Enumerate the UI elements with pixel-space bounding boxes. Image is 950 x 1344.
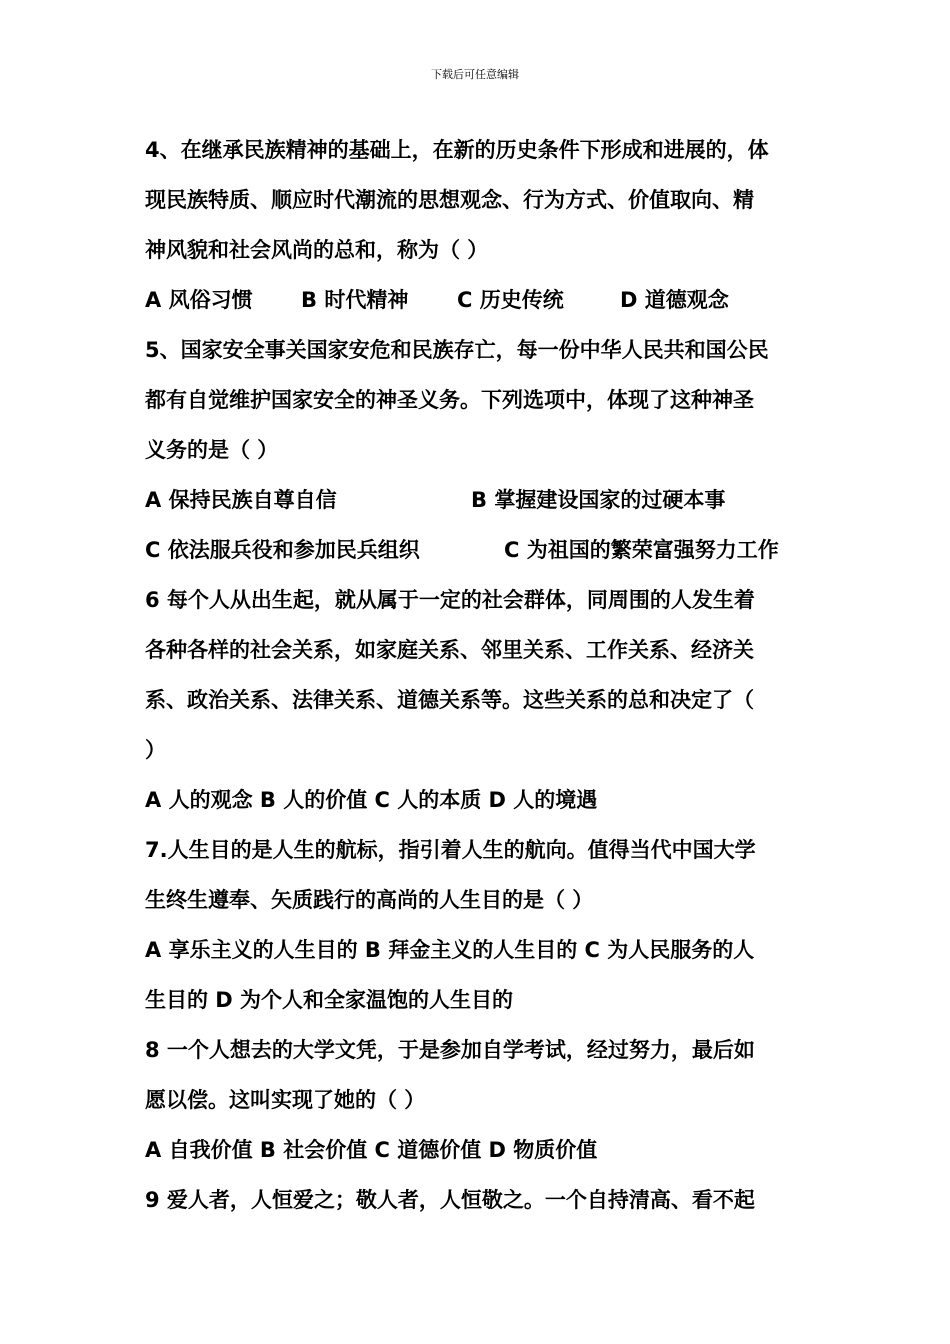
question-7-line-2: 生终生遵奉、矢质践行的高尚的人生目的是（ ） [145, 888, 594, 912]
question-8-options: A 自我价值 B 社会价值 C 道德价值 D 物质价值 [145, 1138, 598, 1162]
q5-option-c: C 依法服兵役和参加民兵组织 [145, 538, 420, 562]
question-4-line-3: 神风貌和社会风尚的总和，称为（ ） [145, 238, 489, 262]
question-6-line-2: 各种各样的社会关系，如家庭关系、邻里关系、工作关系、经济关 [145, 638, 754, 662]
question-5-line-1: 5、国家安全事关国家安危和民族存亡，每一份中华人民共和国公民 [145, 338, 769, 362]
page-header: 下载后可任意编辑 [431, 68, 519, 81]
question-5-options-row-2 [145, 525, 810, 575]
question-6-line-4: ） [145, 738, 166, 762]
document-body [145, 125, 810, 1225]
question-5-line-3: 义务的是（ ） [145, 438, 279, 462]
question-5-line-2: 都有自觉维护国家安全的神圣义务。下列选项中，体现了这种神圣 [145, 388, 754, 412]
question-6-options: A 人的观念 B 人的价值 C 人的本质 D 人的境遇 [145, 788, 598, 812]
q4-option-c: C 历史传统 [457, 288, 564, 312]
question-4-line-2: 现民族特质、顺应时代潮流的思想观念、行为方式、价值取向、精 [145, 188, 754, 212]
q4-option-b: B 时代精神 [301, 288, 409, 312]
question-6-line-3: 系、政治关系、法律关系、道德关系等。这些关系的总和决定了（ [145, 688, 754, 712]
question-6-line-1: 6 每个人从出生起，就从属于一定的社会群体，同周围的人发生着 [145, 588, 755, 612]
question-9-line-1: 9 爱人者，人恒爱之；敬人者，人恒敬之。一个自持清高、看不起 [145, 1188, 755, 1212]
question-7-options-line-1: A 享乐主义的人生目的 B 拜金主义的人生目的 C 为人民服务的人 [145, 938, 755, 962]
q5-option-b: B 掌握建设国家的过硬本事 [471, 488, 726, 512]
question-4-line-1: 4、在继承民族精神的基础上，在新的历史条件下形成和进展的，体 [145, 138, 769, 162]
q4-option-d: D 道德观念 [620, 288, 729, 312]
q5-option-a: A 保持民族自尊自信 [145, 488, 337, 512]
q4-option-a: A 风俗习惯 [145, 288, 253, 312]
question-7-options-line-2: 生目的 D 为个人和全家温饱的人生目的 [145, 988, 514, 1012]
question-5-options-row-1 [145, 475, 810, 525]
question-4-options [145, 275, 810, 325]
question-7-line-1: 7.人生目的是人生的航标，指引着人生的航向。值得当代中国大学 [145, 838, 756, 862]
q5-option-c2: C 为祖国的繁荣富强努力工作 [504, 538, 779, 562]
question-8-line-2: 愿以偿。这叫实现了她的（ ） [145, 1088, 426, 1112]
question-8-line-1: 8 一个人想去的大学文凭，于是参加自学考试，经过努力，最后如 [145, 1038, 755, 1062]
